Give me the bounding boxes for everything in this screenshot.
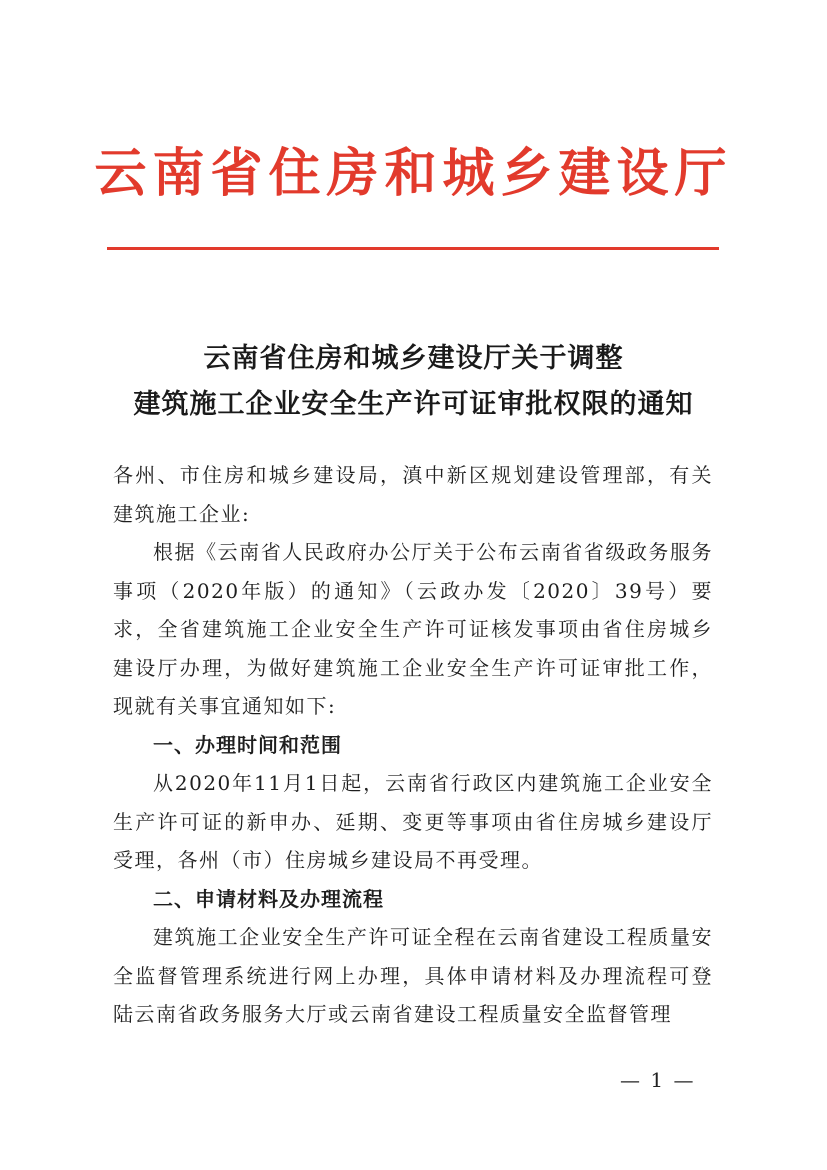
issuing-organization-header: 云南省住房和城乡建设厅 [94, 143, 733, 204]
document-title [0, 336, 827, 428]
section-1-paragraph: 从2020年11月1日起，云南省行政区内建筑施工企业安全生产许可证的新申办、延期、变更等事项由省住房城乡建设厅受理，各州（市）住房城乡建设局不再受理。 [113, 771, 713, 872]
document-title-line-1: 云南省住房和城乡建设厅关于调整 [203, 343, 624, 374]
section-2-heading: 二、申请材料及办理流程 [153, 886, 384, 911]
section-2-paragraph: 建筑施工企业安全生产许可证全程在云南省建设工程质量安全监督管理系统进行网上办理，具体申请材料及办理流程可登陆云南省政务服务大厅或云南省建设工程质量安全监督管理 [113, 925, 713, 1026]
page-number: — 1 — [620, 1068, 696, 1092]
addressee-line: 各州、市住房和城乡建设局，滇中新区规划建设管理部，有关建筑施工企业: [113, 463, 713, 526]
intro-paragraph: 根据《云南省人民政府办公厅关于公布云南省省级政务服务事项（2020年版）的通知》（云政办发〔2020〕39号）要求，全省建筑施工企业安全生产许可证核发事项由省住房城乡建设厅办理，为做好建筑施工企业安全生产许可证审批工作，现就有关事宜通知如下: [113, 540, 713, 718]
document-title-line-2: 建筑施工企业安全生产许可证审批权限的通知 [133, 389, 694, 420]
document-body [113, 456, 713, 1034]
section-1-heading: 一、办理时间和范围 [153, 732, 342, 757]
red-header-rule [107, 247, 719, 250]
